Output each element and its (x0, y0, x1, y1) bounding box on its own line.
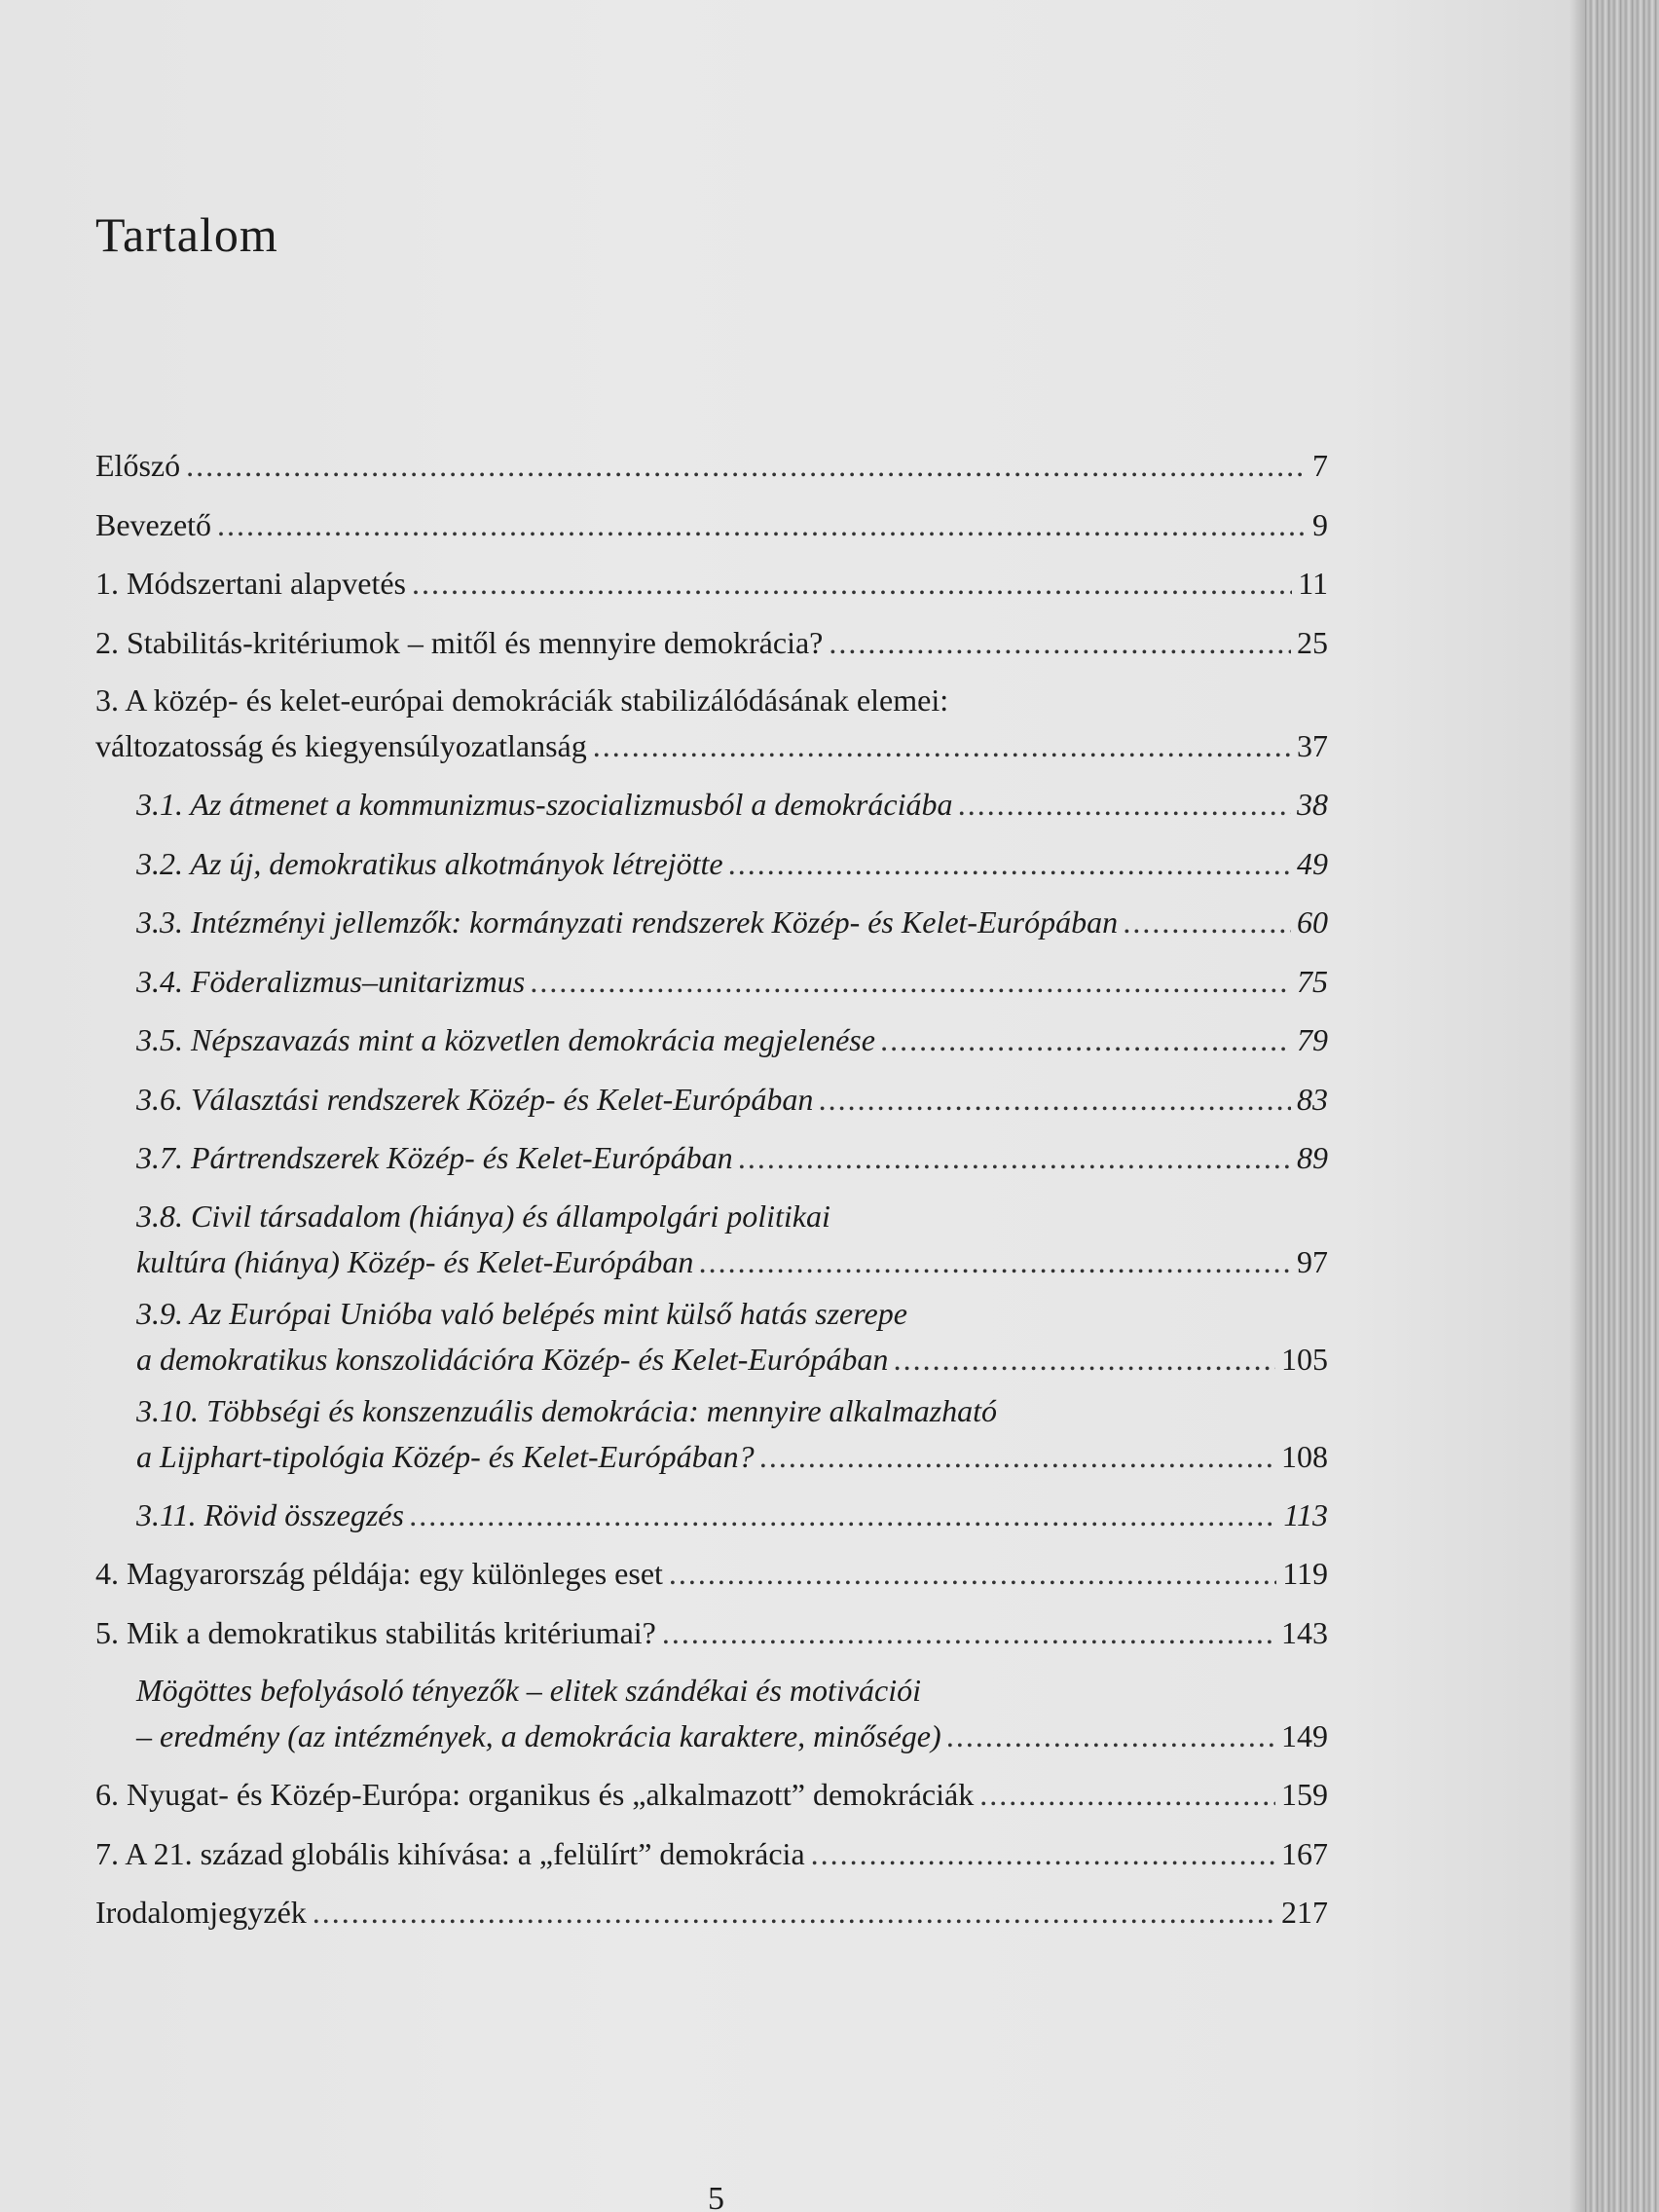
toc-entry-label: 1. Módszertani alapvetés (95, 566, 406, 601)
dot-leader (410, 1486, 1277, 1545)
toc-entry-label-line1: 3.9. Az Európai Unióba való belépés mint külső hatás szerepe (136, 1295, 907, 1331)
toc-entry (95, 496, 1328, 555)
toc-entry-label-line2: a demokratikus konszolidációra Közép- és Kelet-Európában (136, 1341, 889, 1377)
toc-subentry-multiline (95, 1668, 1328, 1759)
toc-entry-label-line1: 3.8. Civil társadalom (hiánya) és állampolgári politikai (136, 1198, 830, 1234)
toc-entry-page: 105 (1281, 1341, 1328, 1377)
toc-entry-page: 60 (1297, 904, 1328, 940)
dot-leader (829, 613, 1291, 673)
book-edge (1585, 0, 1659, 2212)
toc-subentry (95, 1011, 1328, 1070)
dot-leader (699, 1239, 1291, 1285)
toc-entry-label-line1: 3.10. Többségi és konszenzuális demokrácia: mennyire alkalmazható (136, 1392, 998, 1428)
toc-entry-page: 25 (1297, 624, 1328, 660)
toc-entry-label: 2. Stabilitás-kritériumok – mitől és mennyire demokrácia? (95, 624, 824, 660)
toc-subentry (95, 834, 1328, 894)
toc-entry-line2 (136, 1714, 1328, 1759)
toc-entry-page: 149 (1281, 1718, 1328, 1753)
toc-entry-label: 4. Magyarország példája: egy különleges eset (95, 1556, 663, 1591)
dot-leader (729, 834, 1291, 894)
dot-leader (739, 1128, 1291, 1188)
toc-subentry (95, 1486, 1328, 1545)
toc-entry-page: 83 (1297, 1081, 1328, 1117)
toc-entry-line2 (95, 723, 1328, 769)
toc-entry (95, 1544, 1328, 1604)
toc-entry-label: Bevezető (95, 506, 212, 542)
toc-entry (95, 1825, 1328, 1884)
toc-entry (95, 554, 1328, 613)
toc-entry-page: 108 (1281, 1438, 1328, 1474)
table-of-contents (95, 436, 1328, 1942)
toc-entry (95, 1604, 1328, 1663)
page-title: Tartalom (95, 206, 278, 262)
toc-subentry (95, 1128, 1328, 1188)
dot-leader (881, 1011, 1291, 1070)
dot-leader (894, 1337, 1275, 1382)
toc-entry-line2 (136, 1337, 1328, 1382)
toc-entry-label: 5. Mik a demokratikus stabilitás kritériumai? (95, 1614, 656, 1650)
toc-subentry (95, 1070, 1328, 1129)
toc-entry-label-line2: kultúra (hiánya) Közép- és Kelet-Európában (136, 1243, 694, 1279)
toc-entry-label-line2: a Lijphart-tipológia Közép- és Kelet-Európában? (136, 1438, 755, 1474)
toc-entry (95, 1883, 1328, 1942)
dot-leader (669, 1544, 1276, 1604)
dot-leader (1124, 893, 1291, 952)
toc-entry-page: 37 (1297, 728, 1328, 763)
toc-entry-label-line2: változatosság és kiegyensúlyozatlanság (95, 728, 587, 763)
toc-entry-label: 7. A 21. század globális kihívása: a „felülírt” demokrácia (95, 1835, 805, 1871)
toc-entry-page: 89 (1297, 1140, 1328, 1175)
toc-entry-label: 3.4. Föderalizmus–unitarizmus (136, 963, 526, 999)
dot-leader (186, 436, 1307, 496)
toc-entry-page: 7 (1312, 448, 1328, 483)
dot-leader (217, 496, 1307, 555)
dot-leader (811, 1825, 1275, 1884)
toc-entry-page: 119 (1282, 1556, 1328, 1591)
toc-entry-page: 167 (1281, 1835, 1328, 1871)
toc-subentry-multiline (95, 1194, 1328, 1285)
toc-entry (95, 613, 1328, 673)
toc-entry-page: 217 (1281, 1895, 1328, 1930)
toc-entry-line2 (136, 1239, 1328, 1285)
dot-leader (947, 1714, 1275, 1759)
toc-entry-page: 97 (1297, 1243, 1328, 1279)
toc-entry-label-line1: 3. A közép- és kelet-európai demokráciák stabilizálódásának elemei: (95, 682, 949, 718)
dot-leader (662, 1604, 1275, 1663)
toc-subentry (95, 952, 1328, 1012)
toc-entry-multiline (95, 678, 1328, 769)
toc-entry-label: 6. Nyugat- és Közép-Európa: organikus és „alkalmazott” demokráciák (95, 1777, 975, 1812)
toc-entry-label: 3.11. Rövid összegzés (136, 1496, 404, 1532)
page-number: 5 (708, 2181, 724, 2212)
toc-entry-label: 3.6. Választási rendszerek Közép- és Kelet-Európában (136, 1081, 814, 1117)
toc-entry-label: 3.5. Népszavazás mint a közvetlen demokrácia megjelenése (136, 1022, 875, 1057)
toc-entry (95, 436, 1328, 496)
dot-leader (760, 1434, 1275, 1480)
toc-entry-label: 3.3. Intézményi jellemzők: kormányzati rendszerek Közép- és Kelet-Európában (136, 904, 1119, 940)
dot-leader (313, 1883, 1275, 1942)
dot-leader (531, 952, 1291, 1012)
toc-entry-line2 (136, 1434, 1328, 1480)
toc-subentry-multiline (95, 1388, 1328, 1480)
toc-entry-page: 11 (1298, 566, 1328, 601)
toc-entry-page: 159 (1281, 1777, 1328, 1812)
dot-leader (593, 723, 1291, 769)
toc-entry-label: 3.7. Pártrendszerek Közép- és Kelet-Európában (136, 1140, 733, 1175)
toc-entry-page: 38 (1297, 787, 1328, 822)
toc-subentry (95, 775, 1328, 834)
toc-entry-page: 75 (1297, 963, 1328, 999)
toc-entry-label: 3.2. Az új, demokratikus alkotmányok létrejötte (136, 845, 723, 881)
toc-entry-page: 143 (1281, 1614, 1328, 1650)
toc-entry-label: 3.1. Az átmenet a kommunizmus-szocializmusból a demokráciába (136, 787, 953, 822)
dot-leader (819, 1070, 1291, 1129)
toc-entry-label-line1: Mögöttes befolyásoló tényezők – elitek szándékai és motivációi (136, 1673, 921, 1708)
toc-subentry-multiline (95, 1291, 1328, 1382)
dot-leader (979, 1765, 1275, 1825)
toc-entry-page: 113 (1283, 1496, 1328, 1532)
toc-subentry (95, 893, 1328, 952)
toc-entry-page: 49 (1297, 845, 1328, 881)
toc-entry (95, 1765, 1328, 1825)
dot-leader (412, 554, 1292, 613)
toc-entry-page: 9 (1312, 506, 1328, 542)
toc-entry-label-line2: – eredmény (az intézmények, a demokrácia karaktere, minősége) (136, 1718, 941, 1753)
dot-leader (958, 775, 1291, 834)
toc-entry-label: Előszó (95, 448, 181, 483)
toc-entry-label: Irodalomjegyzék (95, 1895, 307, 1930)
toc-entry-page: 79 (1297, 1022, 1328, 1057)
page-edge-shadow (1569, 0, 1585, 2212)
